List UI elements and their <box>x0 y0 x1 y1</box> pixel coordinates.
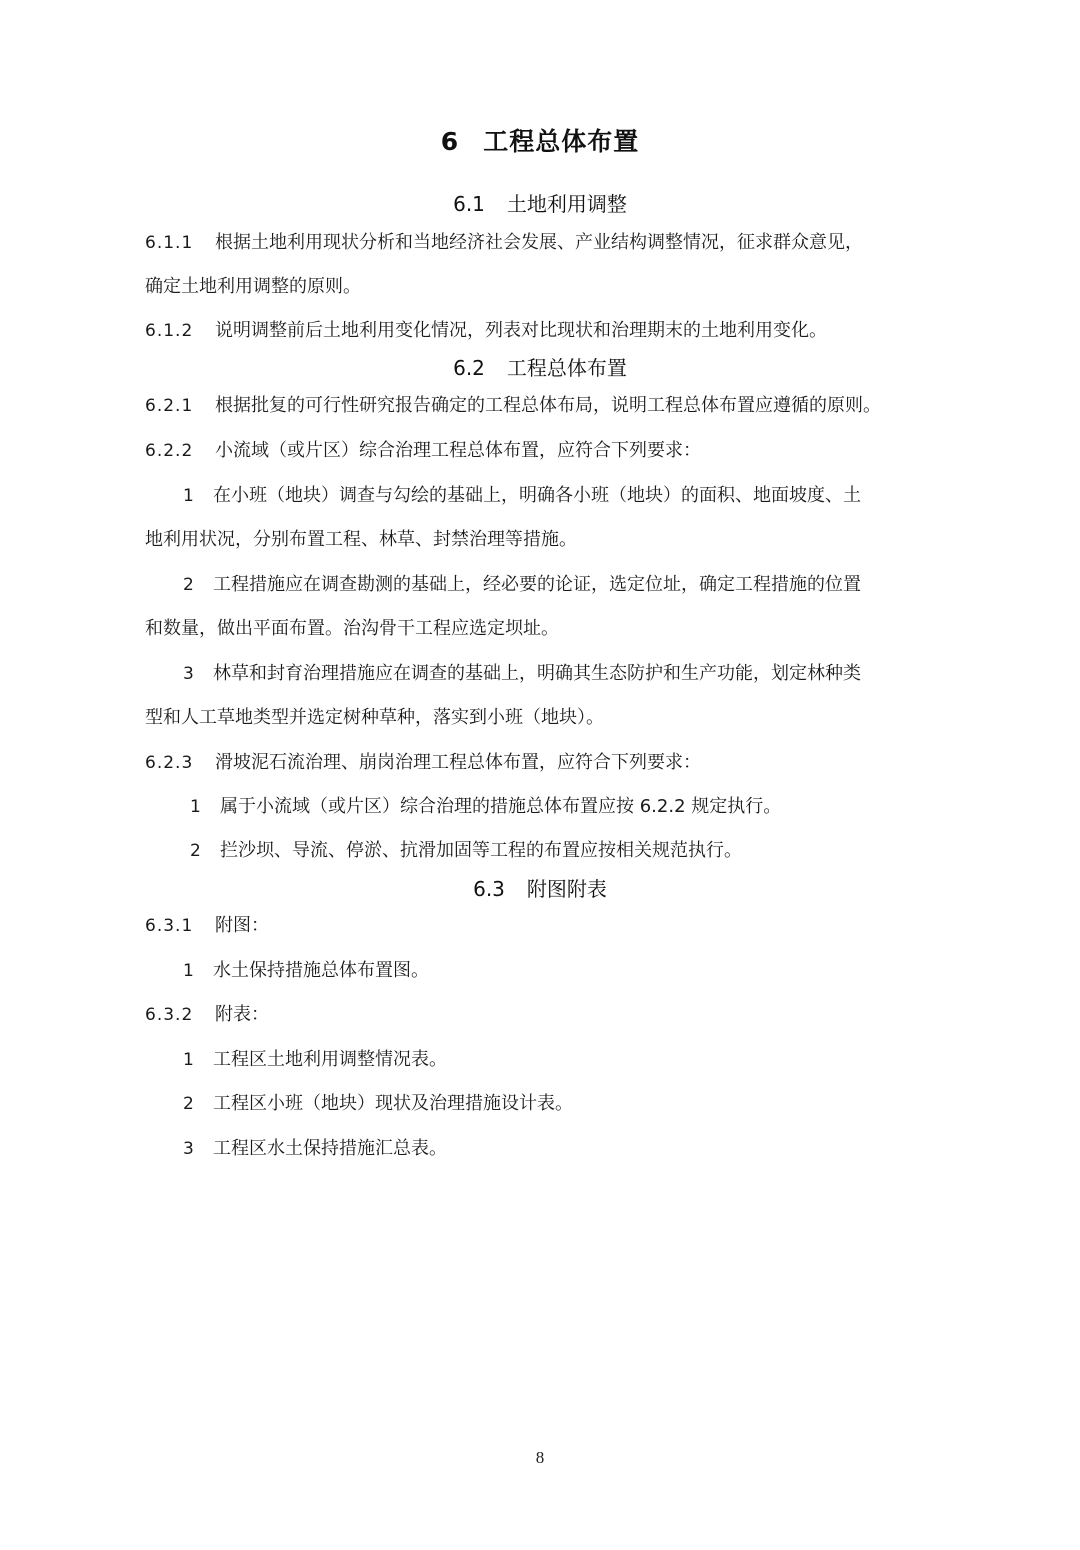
clause-number: 6.1.1 <box>145 233 194 253</box>
section-number: 6.3 <box>473 877 505 901</box>
section-title <box>0 873 1080 902</box>
clause-text: 小流域（或片区）综合治理工程总体布置，应符合下列要求： <box>215 440 701 461</box>
clause-number: 6.2.3 <box>145 753 194 773</box>
list-item-number: 3 <box>183 1139 194 1159</box>
section-title <box>0 352 1080 381</box>
clause-number: 6.1.2 <box>145 321 194 341</box>
clause-text: 根据批复的可行性研究报告确定的工程总体布局，说明工程总体布置应遵循的原则。 <box>215 395 881 416</box>
page-number: 8 <box>535 1448 545 1467</box>
clause-text: 附表： <box>215 1004 269 1025</box>
section-title <box>0 188 1080 217</box>
list-item-line <box>183 481 861 507</box>
section-title-text: 附图附表 <box>526 877 607 901</box>
list-item-number: 1 <box>183 1050 194 1070</box>
clause-continuation: 确定土地利用调整的原则。 <box>145 276 361 297</box>
list-item-number: 2 <box>183 575 194 595</box>
list-item-continuation: 和数量，做出平面布置。治沟骨干工程应选定坝址。 <box>145 618 559 639</box>
list-item-text: 工程区小班（地块）现状及治理措施设计表。 <box>213 1093 573 1114</box>
clause-text: 滑坡泥石流治理、崩岗治理工程总体布置，应符合下列要求： <box>215 752 701 773</box>
clause-line <box>145 316 827 342</box>
clause-text: 说明调整前后土地利用变化情况，列表对比现状和治理期末的土地利用变化。 <box>215 320 827 341</box>
list-item-number: 1 <box>183 486 194 506</box>
list-item-text: 水土保持措施总体布置图。 <box>213 960 429 981</box>
clause-line <box>145 748 701 774</box>
clause-line <box>145 1000 269 1026</box>
list-item-text: 在小班（地块）调查与勾绘的基础上，明确各小班（地块）的面积、地面坡度、土 <box>213 485 861 506</box>
section-title-text: 土地利用调整 <box>506 192 627 216</box>
clause-number: 6.3.2 <box>145 1005 194 1025</box>
clause-number: 6.2.1 <box>145 396 194 416</box>
chapter-title-text: 工程总体布置 <box>483 127 640 156</box>
clause-line <box>145 911 269 937</box>
list-item-line <box>183 1134 447 1160</box>
clause-line <box>145 391 881 417</box>
list-item-text: 工程区水土保持措施汇总表。 <box>213 1138 447 1159</box>
list-item-number: 1 <box>183 961 194 981</box>
clause-text: 附图： <box>215 915 269 936</box>
section-number: 6.2 <box>453 356 485 380</box>
clause-line <box>145 228 863 254</box>
chapter-number: 6 <box>440 127 460 156</box>
list-item-continuation: 地利用状况，分别布置工程、林草、封禁治理等措施。 <box>145 529 577 550</box>
list-item-line <box>183 659 861 685</box>
list-item-line <box>183 956 429 982</box>
list-item-text: 林草和封育治理措施应在调查的基础上，明确其生态防护和生产功能，划定林种类 <box>213 663 861 684</box>
list-item-line <box>190 792 781 818</box>
list-item-text: 工程措施应在调查勘测的基础上，经必要的论证，选定位址，确定工程措施的位置 <box>213 574 861 595</box>
section-title-text: 工程总体布置 <box>506 356 627 380</box>
list-item-text: 属于小流域（或片区）综合治理的措施总体布置应按 6.2.2 规定执行。 <box>220 796 782 817</box>
clause-line <box>145 436 701 462</box>
list-item-number: 2 <box>190 841 201 861</box>
list-item-line <box>183 570 861 596</box>
list-item-text: 拦沙坝、导流、停淤、抗滑加固等工程的布置应按相关规范执行。 <box>220 840 742 861</box>
list-item-line <box>190 836 742 862</box>
list-item-continuation: 型和人工草地类型并选定树种草种，落实到小班（地块）。 <box>145 707 604 728</box>
clause-number: 6.2.2 <box>145 441 194 461</box>
clause-number: 6.3.1 <box>145 916 194 936</box>
section-number: 6.1 <box>453 192 485 216</box>
list-item-line <box>183 1045 447 1071</box>
list-item-number: 1 <box>190 797 201 817</box>
list-item-number: 2 <box>183 1094 194 1114</box>
list-item-text: 工程区土地利用调整情况表。 <box>213 1049 447 1070</box>
clause-text: 根据土地利用现状分析和当地经济社会发展、产业结构调整情况，征求群众意见， <box>215 232 863 253</box>
chapter-title <box>0 122 1080 158</box>
list-item-line <box>183 1089 573 1115</box>
list-item-number: 3 <box>183 664 194 684</box>
